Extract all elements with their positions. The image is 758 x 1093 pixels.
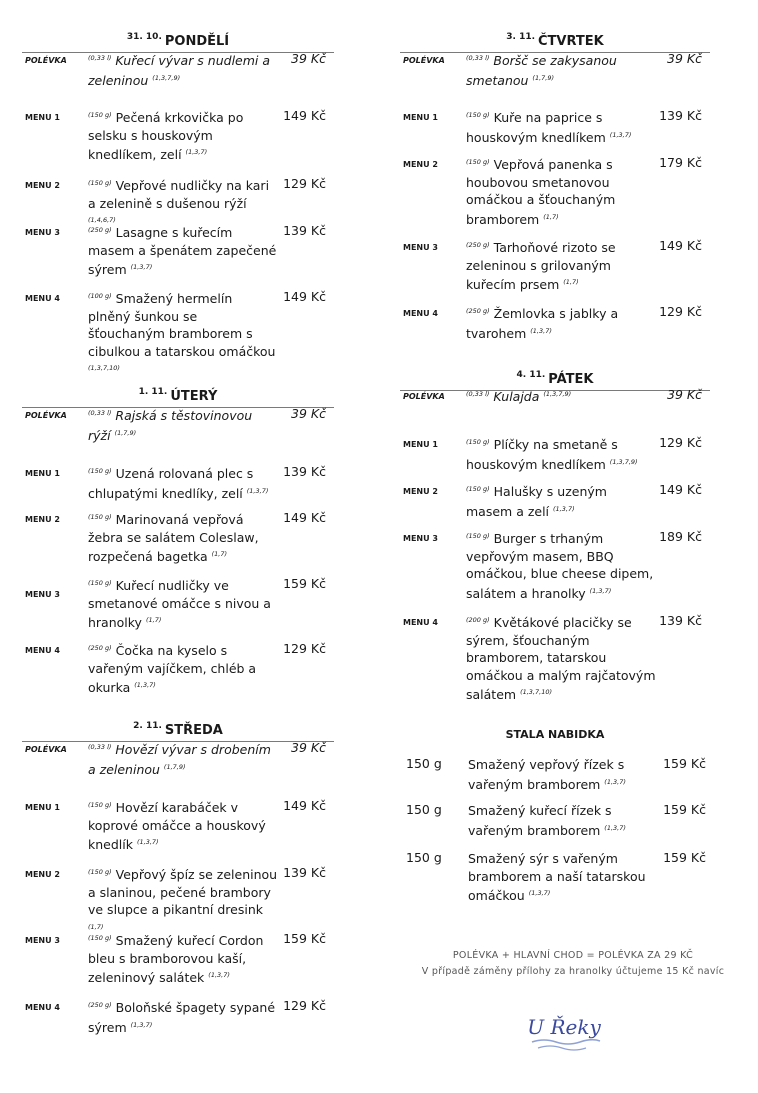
dish-weight: (0,33 l) — [88, 743, 112, 751]
day-name: PONDĚLÍ — [164, 34, 230, 49]
dish-price: 39 Kč — [291, 740, 326, 755]
day-heading — [22, 385, 334, 407]
dish-allergens: (1,3,7) — [130, 263, 153, 272]
dish-description — [88, 405, 278, 444]
menu-label: MENU 4 — [25, 646, 60, 655]
dish-description — [88, 107, 278, 164]
dish-allergens: (1,3,7,9) — [609, 457, 638, 466]
stala-allergens: (1,3,7) — [528, 889, 551, 897]
stala-allergens: (1,3,7) — [604, 777, 626, 786]
dish-description — [88, 640, 278, 697]
dish-description — [88, 50, 278, 89]
dish-name: Plíčky na smetaně s houskovým knedlíkem — [466, 437, 618, 472]
dish-price: 139 Kč — [283, 223, 326, 238]
dish-description — [466, 528, 656, 602]
dish-price: 129 Kč — [283, 176, 326, 191]
dish-allergens: (1,3,7) — [136, 838, 159, 847]
dish-weight: (200 g) — [466, 616, 490, 624]
stala-weight: 150 g — [406, 850, 442, 865]
dish-price: 129 Kč — [283, 998, 326, 1013]
dish-description — [466, 303, 656, 342]
dish-weight: (250 g) — [88, 226, 112, 234]
dish-name: Lasagne s kuřecím masem a špenátem zapečené sýrem — [88, 225, 277, 278]
dish-price: 39 Kč — [291, 51, 326, 66]
dish-weight: (150 g) — [466, 158, 490, 166]
stala-description — [468, 756, 656, 793]
dish-name: Vepřový špíz se zeleninou a slaninou, pečené brambory ve slupce a pikantní dresink — [88, 867, 278, 918]
day-date: 31. 10. — [126, 31, 162, 42]
day-name: ČTVRTEK — [538, 34, 604, 49]
dish-name: Uzená rolovaná plec s chlupatými knedlíky, zelí — [88, 466, 254, 501]
day-name: ÚTERÝ — [170, 389, 218, 404]
dish-description — [466, 50, 656, 89]
dish-allergens: (1,7,9) — [114, 428, 137, 437]
dish-name: Boršč se zakysanou smetanou — [466, 53, 617, 88]
dish-weight: (250 g) — [466, 307, 490, 315]
stala-dish-name: Smažený kuřecí řízek s vařeným bramborem — [468, 803, 612, 838]
menu-label: MENU 1 — [25, 113, 60, 122]
dish-weight: (150 g) — [88, 801, 112, 809]
dish-description — [88, 463, 278, 502]
stala-nabidka-title: STALA NABIDKA — [505, 728, 605, 741]
dish-weight: (100 g) — [88, 292, 112, 300]
menu-label: MENU 2 — [25, 181, 60, 190]
dish-weight: (250 g) — [88, 1001, 112, 1009]
stala-weight: 150 g — [406, 756, 442, 771]
dish-price: 39 Kč — [291, 406, 326, 421]
dish-name: Kuře na paprice s houskovým knedlíkem — [466, 110, 606, 145]
dish-name: Kuřecí nudličky ve smetanové omáčce s nivou a hranolky — [88, 578, 271, 631]
u-reky-logo — [524, 1008, 604, 1058]
dish-price: 129 Kč — [283, 641, 326, 656]
dish-weight: (150 g) — [466, 111, 490, 119]
dish-description — [88, 575, 278, 632]
dish-description — [466, 386, 656, 406]
dish-description — [466, 154, 656, 228]
stala-allergens: (1,3,7) — [604, 823, 626, 832]
dish-price: 129 Kč — [659, 304, 702, 319]
dish-price: 139 Kč — [659, 613, 702, 628]
dish-price: 139 Kč — [283, 865, 326, 880]
dish-description — [466, 434, 656, 473]
dish-allergens: (1,7) — [563, 278, 579, 287]
day-date: 4. 11. — [516, 369, 546, 380]
stala-description — [468, 850, 656, 905]
day-date: 1. 11. — [138, 386, 168, 397]
menu-label: MENU 1 — [403, 113, 438, 122]
dish-allergens: (1,3,7) — [208, 971, 230, 980]
dish-allergens: (1,7) — [211, 550, 228, 559]
day-heading — [400, 30, 710, 52]
dish-name: Hovězí karabáček v koprové omáčce a houskový knedlík — [88, 800, 266, 853]
dish-allergens: (1,3,7,9) — [543, 390, 572, 398]
dish-name: Hovězí vývar s drobením a zeleninou — [88, 742, 271, 777]
menu-label: MENU 3 — [403, 243, 438, 252]
dish-allergens: (1,3,7) — [246, 486, 269, 495]
dish-description — [466, 481, 656, 520]
soup-label: POLÉVKA — [403, 392, 445, 401]
dish-weight: (150 g) — [466, 485, 490, 493]
dish-description — [466, 612, 656, 704]
dish-allergens: (1,3,7,10) — [88, 364, 120, 373]
menu-label: MENU 2 — [403, 487, 438, 496]
dish-weight: (150 g) — [466, 438, 490, 446]
dish-description — [88, 739, 278, 778]
dish-weight: (250 g) — [88, 644, 112, 652]
menu-label: MENU 4 — [25, 1003, 60, 1012]
dish-allergens: (1,3,7,9) — [152, 73, 181, 82]
dish-name: Tarhoňové rizoto se zeleninou s grilovaným kuřecím prsem — [466, 240, 616, 293]
menu-label: MENU 2 — [25, 870, 60, 879]
stala-price: 159 Kč — [663, 802, 706, 817]
dish-allergens: (1,3,7) — [589, 586, 612, 595]
dish-price: 129 Kč — [659, 435, 702, 450]
dish-name: Halušky s uzeným masem a zelí — [466, 484, 607, 519]
day-date: 2. 11. — [133, 720, 162, 731]
stala-weight: 150 g — [406, 802, 442, 817]
dish-description — [88, 864, 278, 938]
dish-description — [88, 222, 278, 279]
dish-name: Kuřecí vývar s nudlemi a zeleninou — [88, 53, 271, 88]
dish-allergens: (1,3,7) — [609, 130, 632, 139]
dish-price: 149 Kč — [283, 289, 326, 304]
dish-name: Smažený hermelín plněný šunkou se šťouchaným bramborem s cibulkou a tatarskou omáčkou — [88, 291, 276, 359]
dish-name: Rajská s těstovinovou rýží — [88, 408, 253, 443]
dish-price: 149 Kč — [283, 510, 326, 525]
dish-weight: (0,33 l) — [466, 54, 490, 62]
dish-description — [88, 930, 278, 987]
menu-label: MENU 4 — [25, 294, 60, 303]
menu-label: MENU 4 — [403, 309, 438, 318]
dish-weight: (0,33 l) — [88, 409, 112, 417]
dish-weight: (150 g) — [88, 868, 112, 876]
dish-allergens: (1,3,7) — [553, 504, 575, 513]
dish-weight: (150 g) — [88, 579, 112, 587]
day-date: 3. 11. — [506, 31, 536, 42]
dish-price: 159 Kč — [283, 931, 326, 946]
dish-weight: (250 g) — [466, 241, 490, 249]
dish-allergens: (1,3,7,10) — [520, 688, 553, 697]
stala-dish-name: Smažený vepřový řízek s vařeným bramborem — [468, 757, 625, 792]
soup-label: POLÉVKA — [25, 411, 67, 420]
dish-description — [88, 997, 278, 1036]
menu-label: MENU 4 — [403, 618, 438, 627]
stala-price: 159 Kč — [663, 756, 706, 771]
dish-name: Čočka na kyselo s vařeným vajíčkem, chléb a okurka — [88, 643, 257, 696]
dish-price: 39 Kč — [667, 387, 702, 402]
dish-weight: (150 g) — [88, 111, 112, 119]
dish-price: 149 Kč — [283, 108, 326, 123]
dish-name: Květákové placičky se sýrem, šťouchaným bramborem, tatarskou omáčkou a malým rajčatovým salátem — [466, 615, 656, 703]
dish-weight: (150 g) — [88, 513, 112, 521]
menu-label: MENU 1 — [25, 803, 60, 812]
menu-label: MENU 2 — [25, 515, 60, 524]
dish-description — [466, 237, 656, 294]
stala-price: 159 Kč — [663, 850, 706, 865]
logo-text: U Řeky — [527, 1015, 601, 1039]
dish-allergens: (1,7) — [88, 922, 104, 931]
dish-price: 149 Kč — [659, 482, 702, 497]
dish-price: 159 Kč — [283, 576, 326, 591]
dish-weight: (150 g) — [88, 934, 112, 942]
soup-label: POLÉVKA — [25, 745, 67, 754]
day-name: PÁTEK — [548, 372, 594, 387]
dish-description — [88, 509, 278, 566]
soup-combo-note: POLÉVKA + HLAVNÍ CHOD = POLÉVKA ZA 29 KČ — [452, 950, 694, 961]
dish-price: 39 Kč — [667, 51, 702, 66]
dish-name: Smažený kuřecí Cordon bleu s bramborovou kaší, zeleninový salátek — [88, 933, 264, 986]
menu-label: MENU 1 — [25, 469, 60, 478]
dish-price: 149 Kč — [283, 798, 326, 813]
dish-price: 149 Kč — [659, 238, 702, 253]
day-heading — [22, 719, 334, 741]
dish-name: Burger s trhaným vepřovým masem, BBQ omáčkou, blue cheese dipem, salátem a hranolky — [466, 531, 654, 601]
dish-name: Vepřové nudličky na kari a zelenině s dušenou rýží — [88, 178, 270, 211]
dish-allergens: (1,7) — [145, 616, 162, 625]
dish-allergens: (1,7,9) — [163, 762, 186, 771]
dish-weight: (0,33 l) — [466, 390, 490, 398]
day-heading — [22, 30, 334, 52]
dish-name: Kulajda — [493, 389, 540, 405]
dish-allergens: (1,3,7) — [530, 326, 552, 335]
fries-surcharge-note: V případě záměny přílohy za hranolky účtujeme 15 Kč navíc — [421, 966, 725, 977]
dish-price: 139 Kč — [659, 108, 702, 123]
dish-weight: (150 g) — [88, 179, 112, 187]
dish-price: 179 Kč — [659, 155, 702, 170]
dish-allergens: (1,4,6,7) — [88, 216, 116, 225]
dish-weight: (150 g) — [88, 467, 112, 475]
stala-dish-name: Smažený sýr s vařeným bramborem a naší tatarskou omáčkou — [468, 851, 646, 904]
dish-name: Žemlovka s jablky a tvarohem — [466, 306, 619, 341]
dish-description — [466, 107, 656, 146]
menu-label: MENU 2 — [403, 160, 438, 169]
dish-name: Boloňské špagety sypané sýrem — [88, 1000, 276, 1035]
menu-label: MENU 3 — [25, 228, 60, 237]
dish-allergens: (1,3,7) — [185, 148, 208, 157]
dish-name: Vepřová panenka s houbovou smetanovou omáčkou a šťouchaným bramborem — [466, 157, 616, 227]
menu-label: MENU 3 — [25, 936, 60, 945]
dish-allergens: (1,3,7) — [130, 1020, 153, 1029]
dish-allergens: (1,7,9) — [532, 73, 555, 82]
dish-allergens: (1,7) — [543, 212, 559, 221]
dish-name: Pečená krkovička po selsku s houskovým knedlíkem, zelí — [88, 110, 244, 163]
menu-label: MENU 3 — [403, 534, 438, 543]
menu-label: MENU 1 — [403, 440, 438, 449]
dish-price: 189 Kč — [659, 529, 702, 544]
dish-description — [88, 288, 278, 380]
stala-description — [468, 802, 656, 839]
dish-name: Marinovaná vepřová žebra se salátem Coleslaw, rozpečená bagetka — [88, 512, 259, 565]
dish-weight: (0,33 l) — [88, 54, 112, 62]
dish-price: 139 Kč — [283, 464, 326, 479]
menu-label: MENU 3 — [25, 590, 60, 599]
dish-allergens: (1,3,7) — [134, 681, 156, 690]
soup-label: POLÉVKA — [403, 56, 445, 65]
day-name: STŘEDA — [164, 723, 223, 738]
dish-weight: (150 g) — [466, 532, 490, 540]
soup-label: POLÉVKA — [25, 56, 67, 65]
dish-description — [88, 797, 278, 854]
